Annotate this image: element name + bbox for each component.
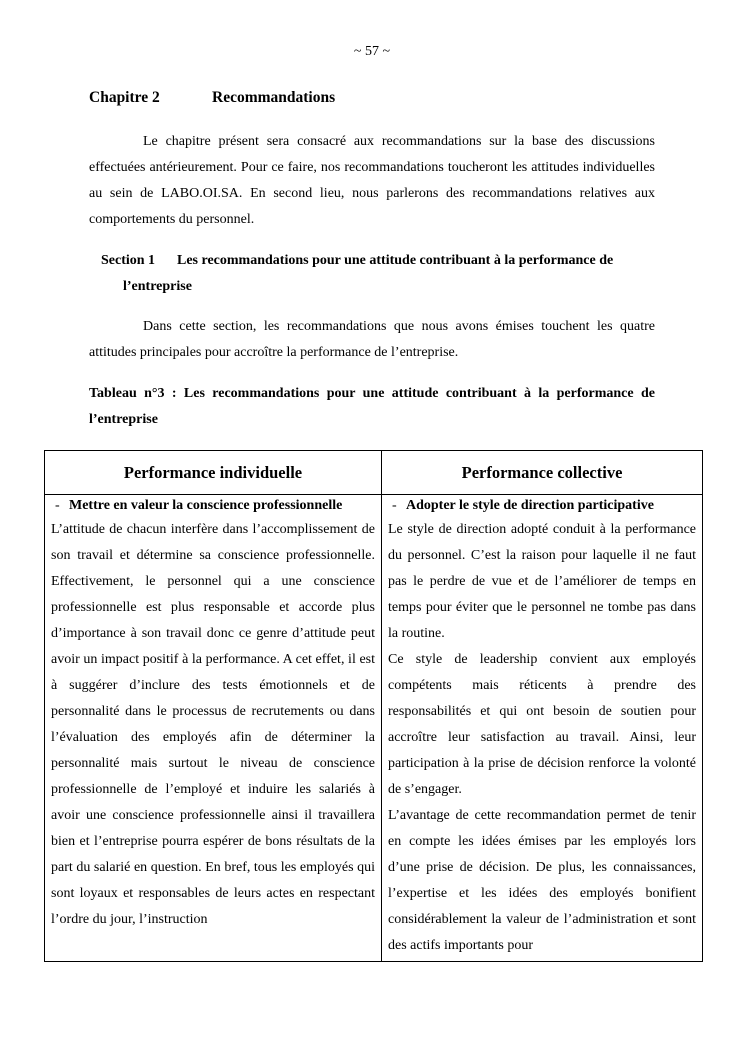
cell-paragraph: L’avantage de cette recommandation permet de tenir en compte les idées émises par les employés lors d’une prise de décision. De plus, les connaissances, l’expertise et les idées des employés bonifient considérablement la valeur de l’administration et sont des actifs importants pour [388, 808, 696, 953]
table-caption: Tableau n°3 : Les recommandations pour une attitude contribuant à la performance de l’entreprise [89, 386, 655, 427]
column-header-collective: Performance collective [382, 451, 702, 495]
section-title-line2: l’entreprise [123, 279, 192, 294]
bullet-individual-text: Mettre en valeur la conscience professionnelle [69, 498, 343, 513]
cell-paragraph: L’attitude de chacun interfère dans l’accomplissement de son travail et détermine sa conscience professionnelle. Effectivement, le personnel qui a une conscience professionnelle est plus responsable et accorde plus d’importance à son travail donc ce genre d’attitude peut avoir un impact positif à la performance. A cet effet, il est à suggérer d’inclure des tests émotionnels et de personnalité dans le processus de recrutements ou dans l’évaluation des employés afin de déterminer la personnalité mais surtout le niveau de conscience professionnelle de l’employé et induire les salariés à avoir une conscience professionnelle ainsi il travaillera bien et l’entreprise pourra espérer de bons résultats de la part du salarié en question. En bref, tous les employés qui sont loyaux et responsables de leurs actes en respectant l’ordre du jour, l’instruction [51, 522, 375, 927]
bullet-individual [51, 495, 375, 517]
section-heading [101, 248, 655, 300]
chapter-title: Recommandations [212, 89, 336, 106]
bullet-collective [388, 495, 696, 517]
recommendations-table [44, 450, 703, 962]
cell-paragraph: Le style de direction adopté conduit à la performance du personnel. C’est la raison pour laquelle il ne faut pas le perdre de vue et de l’améliorer de temps en temps pour éviter que le personnel ne tombe pas dans la routine. [388, 522, 696, 641]
column-body-individual [45, 495, 381, 933]
chapter-heading [89, 89, 335, 107]
chapter-number: Chapitre 2 [89, 89, 160, 106]
section-number: Section 1 [101, 253, 156, 268]
column-header-individual: Performance individuelle [45, 451, 381, 495]
table-column-collective [382, 451, 702, 961]
page-number: ~ 57 ~ [353, 44, 391, 59]
column-body-collective [382, 495, 702, 959]
section-title-line1: Les recommandations pour une attitude contribuant à la performance de [177, 253, 614, 268]
table-column-individual [45, 451, 382, 961]
bullet-collective-text: Adopter le style de direction participative [406, 498, 654, 513]
bullet-dash: - [55, 498, 60, 513]
section-paragraph: Dans cette section, les recommandations que nous avons émises touchent les quatre attitudes principales pour accroître la performance de l’entreprise. [89, 319, 655, 360]
cell-paragraph: Ce style de leadership convient aux employés compétents mais réticents à prendre des responsabilités et qui ont besoin de soutien pour accroître leur satisfaction au travail. Ainsi, leur participation à la prise de décision renforce la volonté de s’engager. [388, 652, 696, 797]
bullet-dash: - [392, 498, 397, 513]
intro-paragraph: Le chapitre présent sera consacré aux recommandations sur la base des discussions effectuées antérieurement. Pour ce faire, nos recommandations toucheront les attitudes individuelles au sein de LABO.OI.SA. En second lieu, nous parlerons des recommandations relatives aux comportements du personnel. [89, 134, 655, 227]
